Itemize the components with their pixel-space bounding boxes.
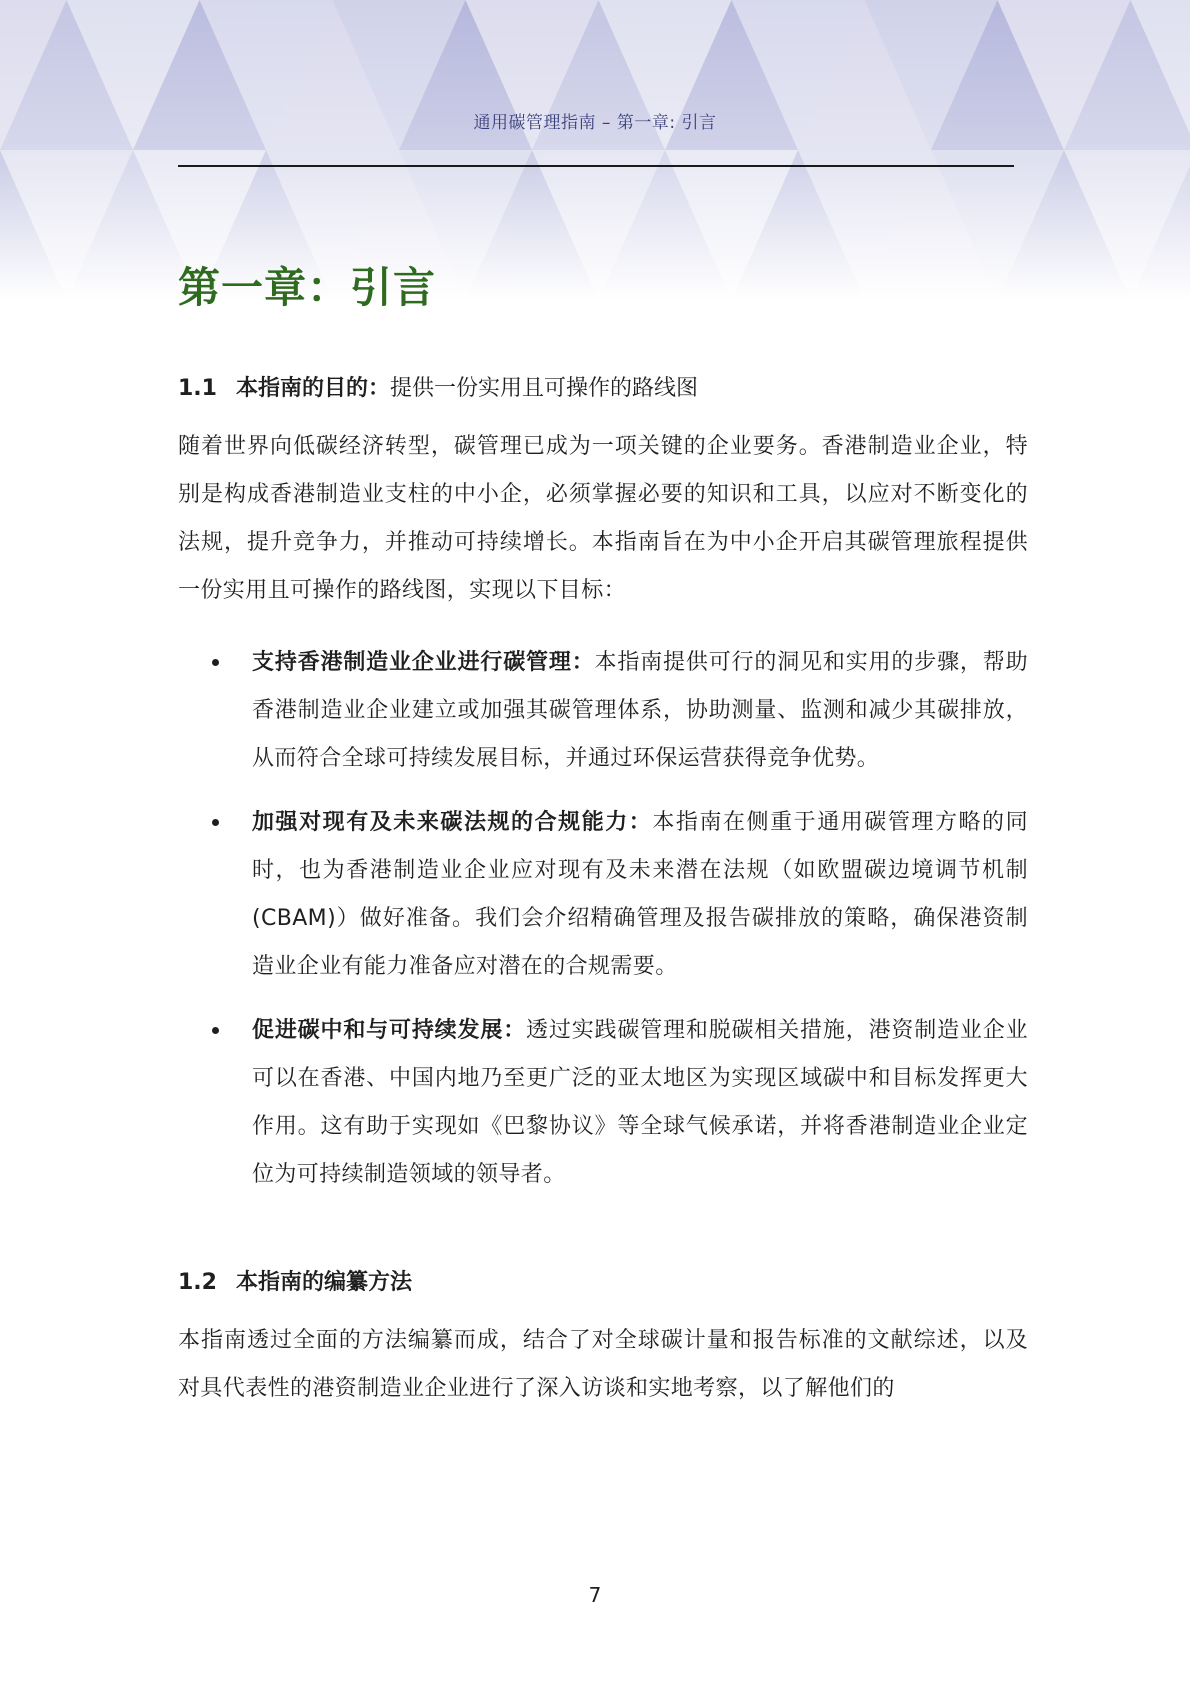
main-content (178, 365, 1028, 1413)
bullet-icon (212, 659, 219, 666)
objectives-list (178, 639, 1028, 1199)
list-item (178, 1007, 1028, 1199)
bullet-text: 透过实践碳管理和脱碳相关措施，港资制造业企业可以在香港、中国内地乃至更广泛的亚太地区为实现区域碳中和目标发挥更大作用。这有助于实现如《巴黎协议》等全球气候承诺，并将香港制造业企业定位为可持续制造领域的领导者。 (252, 1018, 1028, 1187)
running-header: 通用碳管理指南 – 第一章: 引言 (473, 113, 717, 133)
bullet-lead: 促进碳中和与可持续发展： (252, 1018, 527, 1043)
bullet-lead: 加强对现有及未来碳法规的合规能力： (252, 810, 653, 835)
methodology-paragraph: 本指南透过全面的方法编纂而成，结合了对全球碳计量和报告标准的文献综述，以及对具代表性的港资制造业企业进行了深入访谈和实地考察，以了解他们的 (178, 1328, 1028, 1401)
intro-paragraph: 随着世界向低碳经济转型，碳管理已成为一项关键的企业要务。香港制造业企业，特别是构成香港制造业支柱的中小企，必须掌握必要的知识和工具，以应对不断变化的法规，提升竞争力，并推动可持续增长。本指南旨在为中小企开启其碳管理旅程提供一份实用且可操作的路线图，实现以下目标： (178, 434, 1028, 603)
section-heading-1-1 (178, 365, 1028, 413)
list-item (178, 799, 1028, 991)
section-title-bold: 本指南的目的： (236, 376, 391, 401)
list-item (178, 639, 1028, 783)
bullet-text: 本指南在侧重于通用碳管理方略的同时，也为香港制造业企业应对现有及未来潜在法规（如欧盟碳边境调节机制 (CBAM)）做好准备。我们会介绍精确管理及报告碳排放的策略，确保港资制造业企业有能力准备应对潜在的合规需要。 (252, 810, 1028, 979)
section-heading-1-2 (178, 1259, 1028, 1307)
section-number: 1.2 (178, 1270, 217, 1295)
header-triangle-pattern (0, 0, 1190, 300)
chapter-title: 第一章：引言 (178, 263, 437, 312)
bullet-icon (212, 1027, 219, 1034)
section-title-rest: 提供一份实用且可操作的路线图 (390, 376, 699, 401)
section-number: 1.1 (178, 376, 217, 401)
bullet-icon (212, 819, 219, 826)
bullet-lead: 支持香港制造业企业进行碳管理： (252, 650, 595, 675)
bullet-text: 本指南提供可行的洞见和实用的步骤，帮助香港制造业企业建立或加强其碳管理体系，协助测量、监测和减少其碳排放，从而符合全球可持续发展目标，并通过环保运营获得竞争优势。 (252, 650, 1028, 771)
header-divider (178, 165, 1014, 167)
page-number: 7 (588, 1583, 602, 1607)
section-title-bold: 本指南的编纂方法 (236, 1270, 413, 1295)
